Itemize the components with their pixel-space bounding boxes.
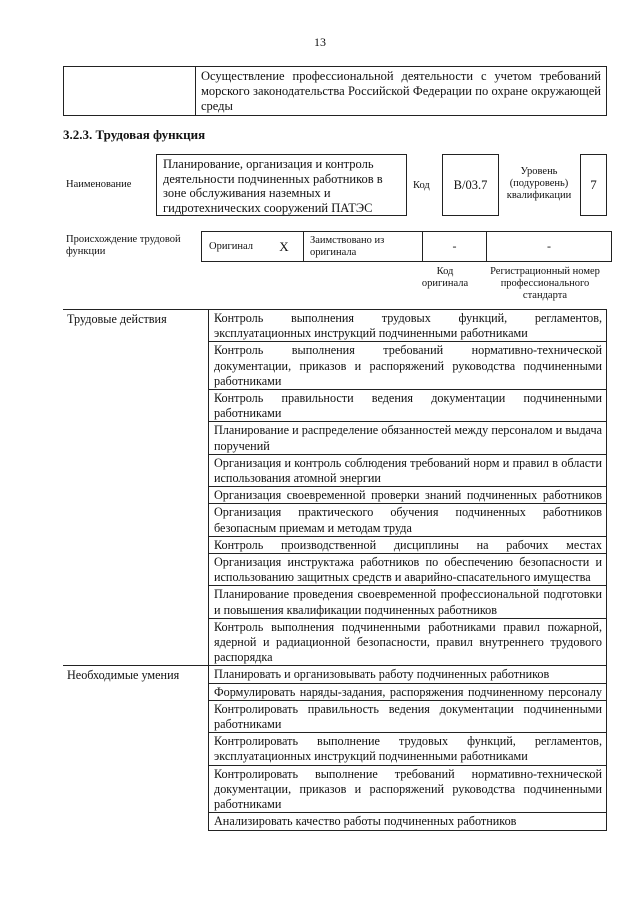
labor-action-text: Контроль выполнения подчиненными работниками правил пожарной, ядерной и радиационной безопасности, правил внутреннего трудового распорядка — [209, 618, 607, 666]
code-label: Код — [413, 180, 430, 191]
labor-actions-label: Трудовые действия — [63, 310, 209, 666]
page-number: 13 — [314, 35, 326, 49]
level-box: 7 — [580, 154, 607, 216]
skill-text: Планировать и организовывать работу подчиненных работников — [209, 666, 607, 683]
reg-number-cell: - — [487, 232, 612, 262]
labor-action-text: Контроль производственной дисциплины на рабочих местах — [209, 536, 607, 553]
name-label: Наименование — [66, 179, 132, 190]
skill-text: Контролировать выполнение трудовых функций, регламентов, эксплуатационных инструкций подчиненными работниками — [209, 733, 607, 765]
labor-action-text: Организация инструктажа работников по обеспечению безопасности и использованию защитных средств и аварийно-спасательного имущества — [209, 554, 607, 586]
function-code-box: B/03.7 — [442, 154, 499, 216]
skills-label: Необходимые умения — [63, 666, 209, 830]
original-code-cell: - — [423, 232, 487, 262]
origin-table — [201, 231, 612, 262]
origin-label: Происхождение трудовой функции — [66, 234, 181, 257]
skill-text: Формулировать наряды-задания, распоряжения подчиненному персоналу — [209, 683, 607, 700]
top-continuation-table — [63, 66, 607, 116]
function-details-table — [63, 309, 607, 831]
borrowed-label: Заимствовано из оригинала — [304, 232, 423, 262]
labor-action-text: Контроль правильности ведения документации подчиненными работниками — [209, 390, 607, 422]
labor-action-text: Планирование и распределение обязанностей между персоналом и выдача поручений — [209, 422, 607, 454]
original-label: Оригинал — [202, 232, 266, 262]
level-label: Уровень (подуровень) квалификации — [506, 166, 572, 201]
reg-caption: Регистрационный номер профессионального стандарта — [490, 266, 600, 301]
labor-action-row — [63, 310, 607, 342]
labor-action-text: Организация и контроль соблюдения требований норм и правил в области использования атомной энергии — [209, 454, 607, 486]
skill-text: Контролировать выполнение требований нормативно-технической документации, приказов и распоряжений руководства подчиненными работниками — [209, 765, 607, 813]
skill-text: Контролировать правильность ведения документации подчиненными работниками — [209, 700, 607, 732]
skill-text: Анализировать качество работы подчиненных работников — [209, 813, 607, 830]
function-name-box: Планирование, организация и контроль деятельности подчиненных работников в зоне обслуживания наземных и гидротехнических сооружений ПАТЭС — [156, 154, 407, 216]
top-table-empty-cell — [64, 67, 196, 116]
labor-action-text: Планирование проведения своевременной профессиональной подготовки и повышения квалификации подчиненных работников — [209, 586, 607, 618]
top-table-text: Осуществление профессиональной деятельности с учетом требований морского законодательства Российской Федерации по охране окружающей среды — [196, 67, 607, 116]
labor-action-text: Контроль выполнения требований нормативно-технической документации, приказов и распоряжений руководства подчиненными работниками — [209, 342, 607, 390]
labor-action-text: Организация своевременной проверки знаний подчиненных работников — [209, 487, 607, 504]
skill-row — [63, 666, 607, 683]
section-title: 3.2.3. Трудовая функция — [63, 127, 206, 142]
labor-action-text: Организация практического обучения подчиненных работников безопасным приемам и методам труда — [209, 504, 607, 536]
code-caption: Код оригинала — [421, 266, 469, 289]
labor-action-text: Контроль выполнения трудовых функций, регламентов, эксплуатационных инструкций подчиненными работниками — [209, 310, 607, 342]
original-mark: X — [265, 232, 304, 262]
